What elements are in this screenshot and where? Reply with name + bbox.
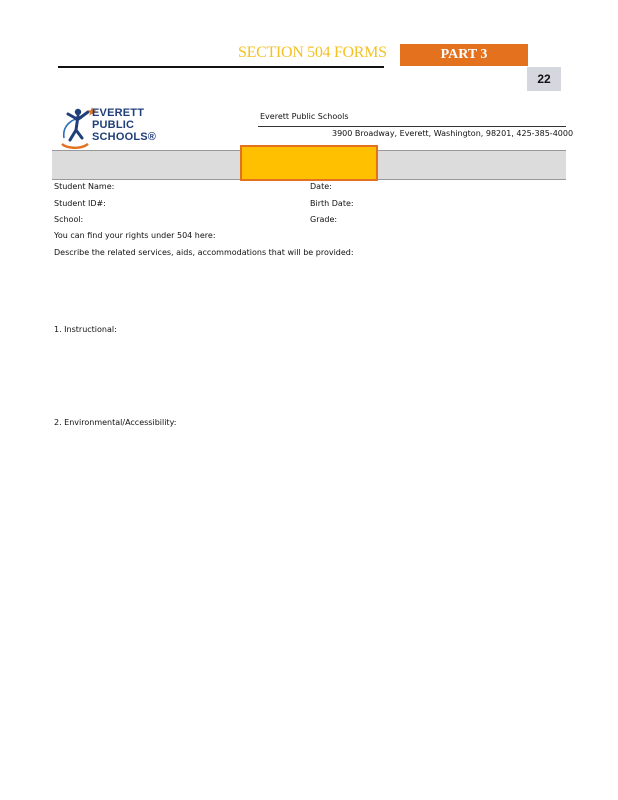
logo-line-3: SCHOOLS®	[92, 131, 157, 143]
grade-label: Grade:	[310, 215, 338, 224]
district-address: 3900 Broadway, Everett, Washington, 98201, 425-385-4000	[332, 129, 574, 138]
section-title: SECTION 504 FORMS	[238, 44, 387, 61]
rights-text: You can find your rights under 504 here:	[54, 231, 216, 240]
logo-text	[92, 108, 156, 144]
student-name-label: Student Name:	[54, 182, 115, 191]
birth-date-label: Birth Date:	[310, 199, 354, 208]
describe-services-text: Describe the related services, aids, accommodations that will be provided:	[54, 248, 354, 257]
district-divider	[258, 126, 566, 127]
page-number: 22	[527, 67, 561, 91]
school-label: School:	[54, 215, 84, 224]
district-name: Everett Public Schools	[260, 112, 349, 121]
runner-figure-icon	[62, 109, 88, 148]
header-divider	[58, 66, 384, 68]
logo-line-1: EVERETT	[92, 107, 145, 119]
logo-line-2: PUBLIC	[92, 119, 135, 131]
date-label: Date:	[310, 182, 332, 191]
instructional-section-label: 1. Instructional:	[54, 325, 117, 334]
environmental-section-label: 2. Environmental/Accessibility:	[54, 418, 177, 427]
form-title-box	[240, 145, 378, 181]
part-label: PART 3	[400, 44, 528, 66]
student-id-label: Student ID#:	[54, 199, 106, 208]
